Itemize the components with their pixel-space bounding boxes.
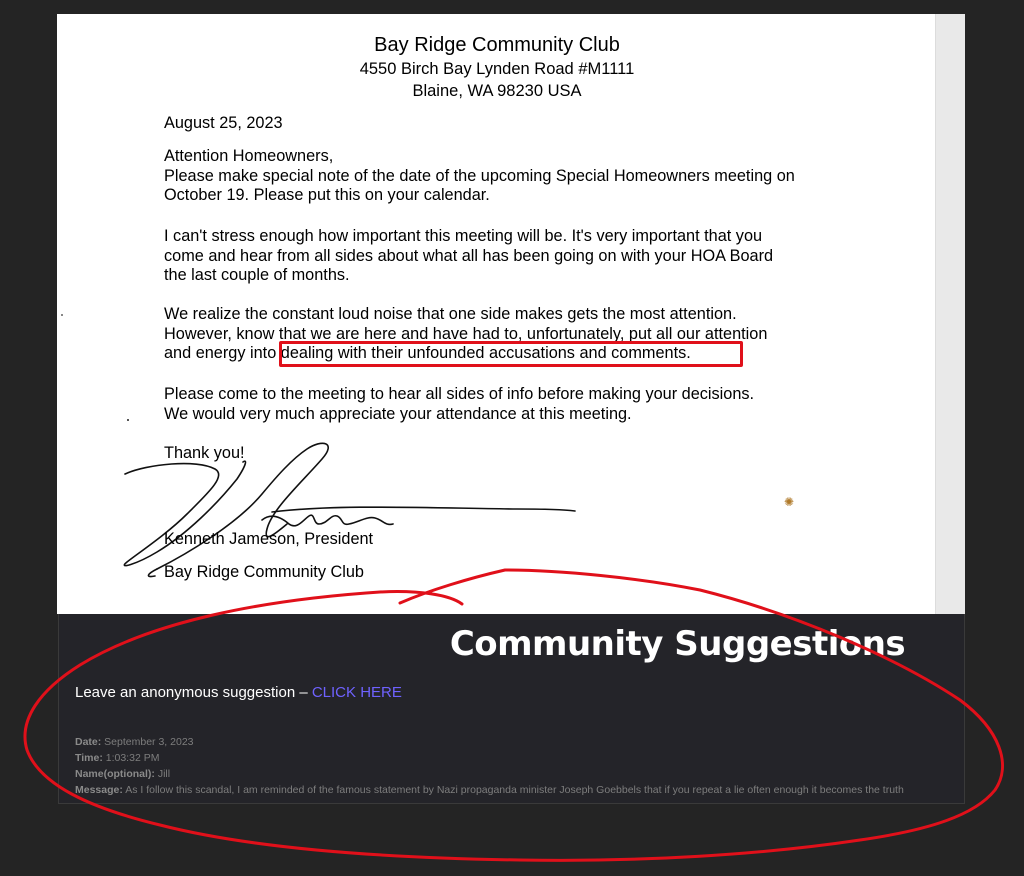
scan-speck — [61, 314, 63, 316]
letter-text-line: the last couple of months. — [164, 266, 350, 284]
field-label: Time: — [75, 752, 103, 764]
letter-text-line: We realize the constant loud noise that one side makes gets the most attention. — [164, 305, 737, 323]
prompt-text: Leave an anonymous suggestion – — [75, 684, 312, 701]
letter-date: August 25, 2023 — [164, 114, 283, 132]
highlighted-phrase: dealing with their unfounded accusations and comments. — [280, 344, 691, 362]
suggestion-time — [75, 752, 159, 764]
letterhead-org-name: Bay Ridge Community Club — [374, 34, 620, 56]
suggestion-name — [75, 768, 170, 780]
anonymous-suggestion-prompt — [75, 684, 402, 701]
letter-closing: Thank you! — [164, 444, 245, 462]
field-value: 1:03:32 PM — [102, 752, 160, 764]
red-highlight-box — [279, 341, 743, 367]
signer-name: Kenneth Jameson, President — [164, 530, 374, 548]
signer-organization: Bay Ridge Community Club — [164, 563, 364, 581]
letter-text-line: come and hear from all sides about what all has been going on with your HOA Board — [164, 246, 774, 265]
handwritten-signature — [97, 434, 577, 584]
letter-text-fragment: and energy into — [164, 344, 281, 362]
paper-stain: ✺ — [784, 495, 795, 509]
field-label: Message: — [75, 784, 123, 796]
letter-document — [57, 14, 965, 614]
field-value: Jill — [154, 768, 171, 780]
suggestion-message — [75, 784, 904, 796]
letter-salutation: Attention Homeowners, — [164, 147, 334, 165]
letter-text-line: Please make special note of the date of the upcoming Special Homeowners meeting on — [164, 166, 795, 185]
letter-paragraph-2 — [164, 227, 854, 286]
field-label: Date: — [75, 736, 102, 748]
community-suggestions-panel — [58, 614, 965, 804]
letter-paragraph-4 — [164, 385, 854, 424]
letter-text-line: Please come to the meeting to hear all sides of info before making your decisions. — [164, 385, 755, 403]
click-here-link[interactable]: CLICK HERE — [311, 684, 402, 701]
letter-text-line: I can't stress enough how important this meeting will be. It's very important that you — [164, 227, 763, 245]
field-label: Name(optional): — [75, 768, 155, 780]
field-value: As I follow this scandal, I am reminded of the famous statement by Nazi propaganda minister Joseph Goebbels that if you repeat a lie often enough it becomes the truth — [122, 784, 904, 796]
letter-text-line: However, know that we are here and have had to, unfortunately, put all our attention — [164, 324, 768, 343]
letter-text-line: We would very much appreciate your attendance at this meeting. — [164, 404, 632, 423]
scan-speck — [127, 419, 129, 421]
field-value: September 3, 2023 — [101, 736, 194, 748]
suggestion-date — [75, 736, 194, 748]
letterhead-address-line1: 4550 Birch Bay Lynden Road #M1111 — [359, 60, 635, 78]
letterhead-address-line2: Blaine, WA 98230 USA — [412, 82, 582, 100]
letter-text-line: October 19. Please put this on your calendar. — [164, 186, 490, 204]
panel-title: Community Suggestions — [449, 624, 906, 664]
document-scroll-gutter — [935, 14, 965, 614]
letter-paragraph-1 — [164, 147, 854, 206]
